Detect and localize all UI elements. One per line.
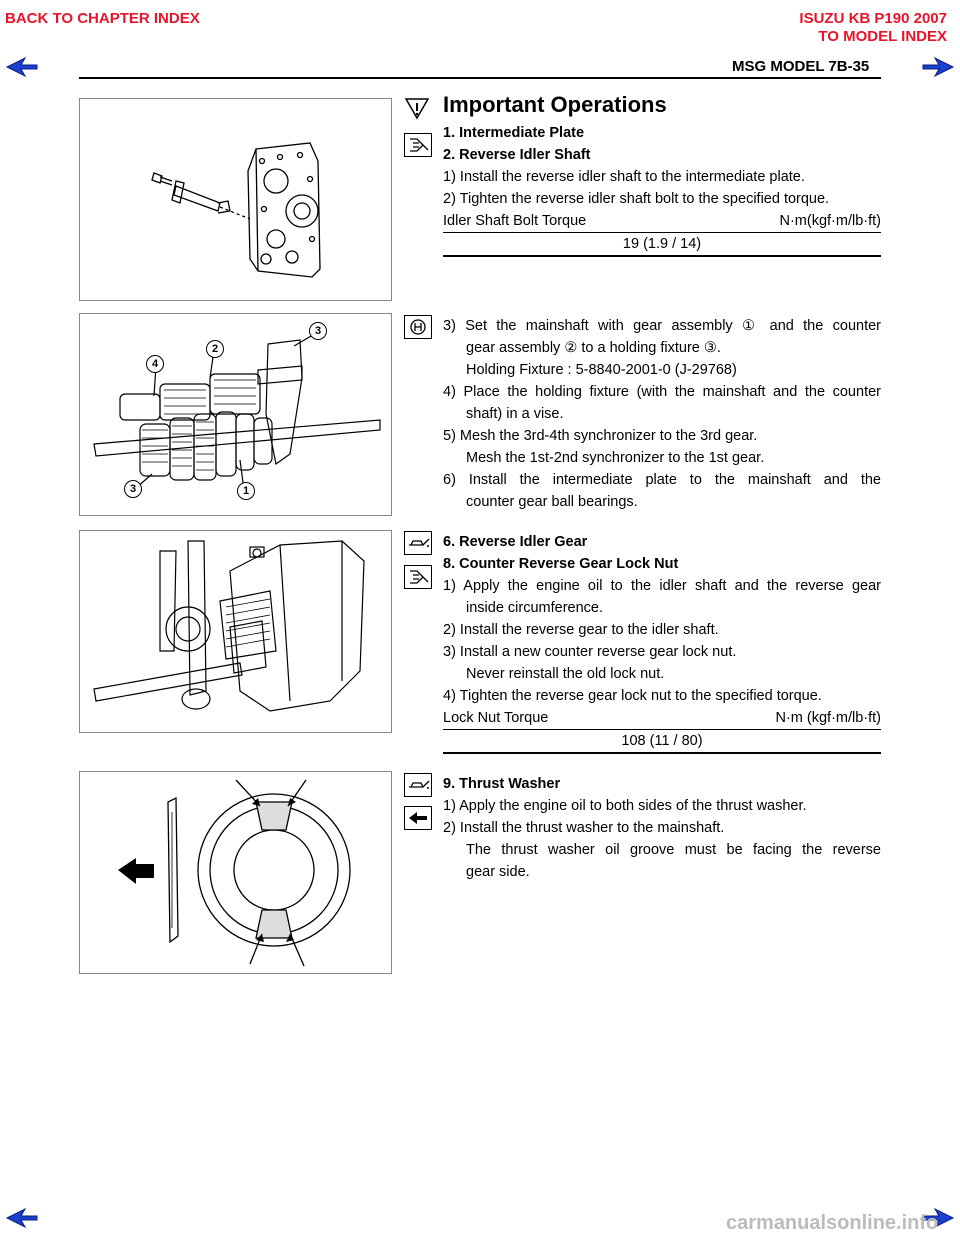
tighten-torque-icon	[404, 133, 432, 157]
direction-arrow-icon	[404, 806, 432, 830]
left-arrow-icon[interactable]	[5, 56, 39, 78]
tighten-torque-icon	[404, 565, 432, 589]
step-install-washer: 2) Install the thrust washer to the mainshaft.	[443, 820, 725, 836]
step-tighten-lock-nut: 4) Tighten the reverse gear lock nut to the specified torque.	[443, 688, 822, 704]
reverse-idler-gear-figure	[79, 530, 392, 733]
back-to-chapter-index-link[interactable]: BACK TO CHAPTER INDEX	[5, 10, 200, 27]
torque-unit: N·m(kgf·m/lb·ft)	[779, 213, 881, 229]
oil-can-icon	[404, 531, 432, 555]
never-reinstall-note: Never reinstall the old lock nut.	[466, 666, 665, 682]
torque-header-row	[443, 210, 881, 233]
step-mesh-3rd-4th: 5) Mesh the 3rd-4th synchronizer to the 3rd gear.	[443, 428, 758, 444]
oil-groove-note: The thrust washer oil groove must be facing the reverse	[466, 842, 881, 858]
item-thrust-washer: 9. Thrust Washer	[443, 776, 561, 792]
callout-counter-gear: 2	[206, 340, 224, 358]
callout-fixture-lower: 3	[124, 480, 142, 498]
section-heading: Important Operations	[443, 92, 667, 117]
step-install-idler-shaft: 1) Install the reverse idler shaft to the intermediate plate.	[443, 169, 805, 185]
step-install-lock-nut: 3) Install a new counter reverse gear lock nut.	[443, 644, 737, 660]
callout-gear-4: 4	[146, 355, 164, 373]
section4-text	[443, 773, 881, 883]
torque-unit: N·m (kgf·m/lb·ft)	[775, 710, 881, 726]
step-set-mainshaft: 3) Set the mainshaft with gear assembly ① and the counter	[443, 318, 881, 334]
section1-text	[443, 94, 881, 257]
torque-label: Lock Nut Torque	[443, 710, 549, 726]
page-header-title: MSG MODEL 7B-35	[732, 58, 870, 75]
warning-triangle-icon	[404, 96, 430, 120]
item-reverse-idler-gear: 6. Reverse Idler Gear	[443, 534, 588, 550]
step-mesh-1st-2nd: Mesh the 1st-2nd synchronizer to the 1st gear.	[466, 450, 765, 466]
oil-can-icon	[404, 773, 432, 797]
torque-value: 19 (1.9 / 14)	[443, 233, 881, 257]
header-rule	[79, 77, 881, 79]
torque-header-row	[443, 707, 881, 730]
intermediate-plate-figure	[79, 98, 392, 301]
step-apply-oil-cont: inside circumference.	[466, 600, 603, 616]
holding-fixture-part: Holding Fixture : 5-8840-2001-0 (J-29768)	[466, 362, 737, 378]
oil-groove-note-cont: gear side.	[466, 864, 530, 880]
mainshaft-gear-assembly-figure	[79, 313, 392, 516]
section3-text	[443, 531, 881, 754]
right-arrow-icon[interactable]	[921, 56, 955, 78]
torque-label: Idler Shaft Bolt Torque	[443, 213, 587, 229]
item-reverse-idler-shaft: 2. Reverse Idler Shaft	[443, 147, 591, 163]
step-place-fixture-cont: shaft) in a vise.	[466, 406, 564, 422]
item-counter-reverse-lock-nut: 8. Counter Reverse Gear Lock Nut	[443, 556, 679, 572]
section2-text	[443, 315, 881, 513]
step-apply-oil: 1) Apply the engine oil to the idler shaft and the reverse gear	[443, 578, 881, 594]
callout-fixture: 3	[309, 322, 327, 340]
left-arrow-icon[interactable]	[5, 1207, 39, 1229]
thrust-washer-figure	[79, 771, 392, 974]
item-intermediate-plate: 1. Intermediate Plate	[443, 125, 585, 141]
torque-value: 108 (11 / 80)	[443, 730, 881, 754]
step-place-fixture: 4) Place the holding fixture (with the mainshaft and the counter	[443, 384, 881, 400]
step-install-intermediate-plate: 6) Install the intermediate plate to the mainshaft and the	[443, 472, 881, 488]
step-apply-oil-washer: 1) Apply the engine oil to both sides of the thrust washer.	[443, 798, 807, 814]
step-install-reverse-gear: 2) Install the reverse gear to the idler shaft.	[443, 622, 719, 638]
to-model-index-link[interactable]: TO MODEL INDEX	[818, 28, 947, 45]
step-tighten-idler-bolt: 2) Tighten the reverse idler shaft bolt to the specified torque.	[443, 191, 830, 207]
watermark: carmanualsonline.info	[726, 1212, 939, 1234]
model-name-link[interactable]: ISUZU KB P190 2007	[799, 10, 947, 27]
special-tool-icon	[404, 315, 432, 339]
step-install-intermediate-plate-cont: counter gear ball bearings.	[466, 494, 638, 510]
step-set-mainshaft-cont: gear assembly ② to a holding fixture ③.	[466, 340, 721, 356]
callout-mainshaft: 1	[237, 482, 255, 500]
